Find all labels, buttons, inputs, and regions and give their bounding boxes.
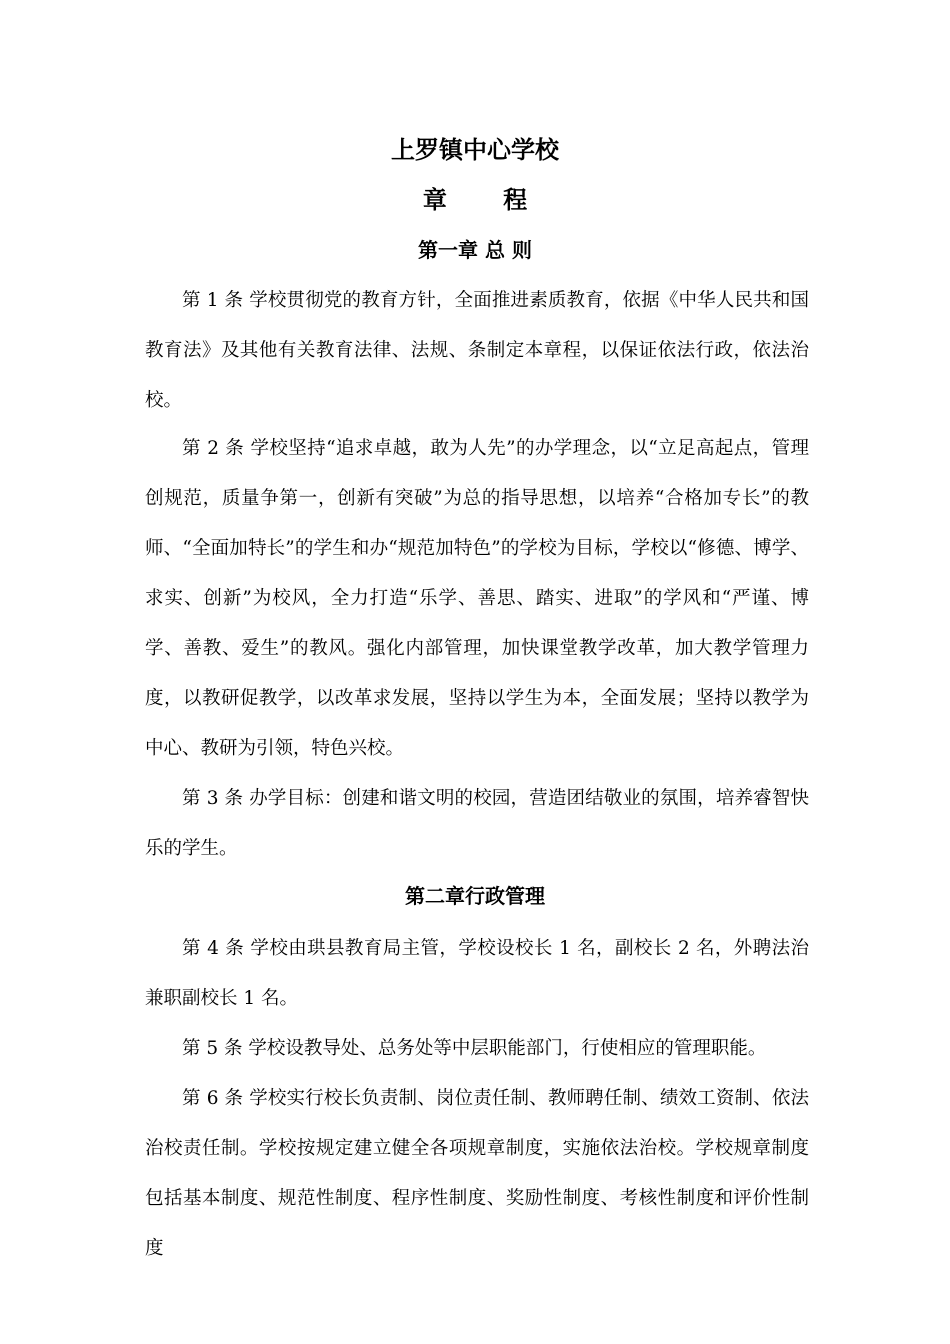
school-name-title: 上罗镇中心学校 [391,135,559,164]
chapter-1-heading: 第一章 总 则 [418,238,532,262]
article-4: 第 4 条 学校由珙县教育局主管，学校设校长 1 名，副校长 2 名，外聘法治兼职副校长 1 名。 [145,938,809,1009]
document-title: 章 程 [422,185,552,214]
article-6: 第 6 条 学校实行校长负责制、岗位责任制、教师聘任制、绩效工资制、依法治校责任制。学校按规定建立健全各项规章制度，实施依法治校。学校规章制度包括基本制度、规范性制度、程序性制度、奖励性制度、考核性制度和评价性制度 [145,1088,809,1259]
article-2: 第 2 条 学校坚持“追求卓越，敢为人先”的办学理念，以“立足高起点，管理创规范，质量争第一，创新有突破”为总的指导思想，以培养“合格加专长”的教师、“全面加特长”的学生和办“规范加特色”的学校为目标，学校以“修德、博学、求实、创新”为校风，全力打造“乐学、善思、踏实、进取”的学风和“严谨、博学、善教、爱生”的教风。强化内部管理，加快课堂教学改革，加大教学管理力度，以教研促教学，以改革求发展，坚持以学生为本，全面发展；坚持以教学为中心、教研为引领，特色兴校。 [145,438,809,759]
chapter-2-heading: 第二章行政管理 [405,884,545,908]
article-1: 第 1 条 学校贯彻党的教育方针，全面推进素质教育，依据《中华人民共和国教育法》及其他有关教育法律、法规、条制定本章程，以保证依法行政，依法治校。 [145,290,809,411]
article-5: 第 5 条 学校设教导处、总务处等中层职能部门，行使相应的管理职能。 [182,1038,767,1059]
article-3: 第 3 条 办学目标：创建和谐文明的校园，营造团结敬业的氛围，培养睿智快乐的学生。 [145,788,809,859]
